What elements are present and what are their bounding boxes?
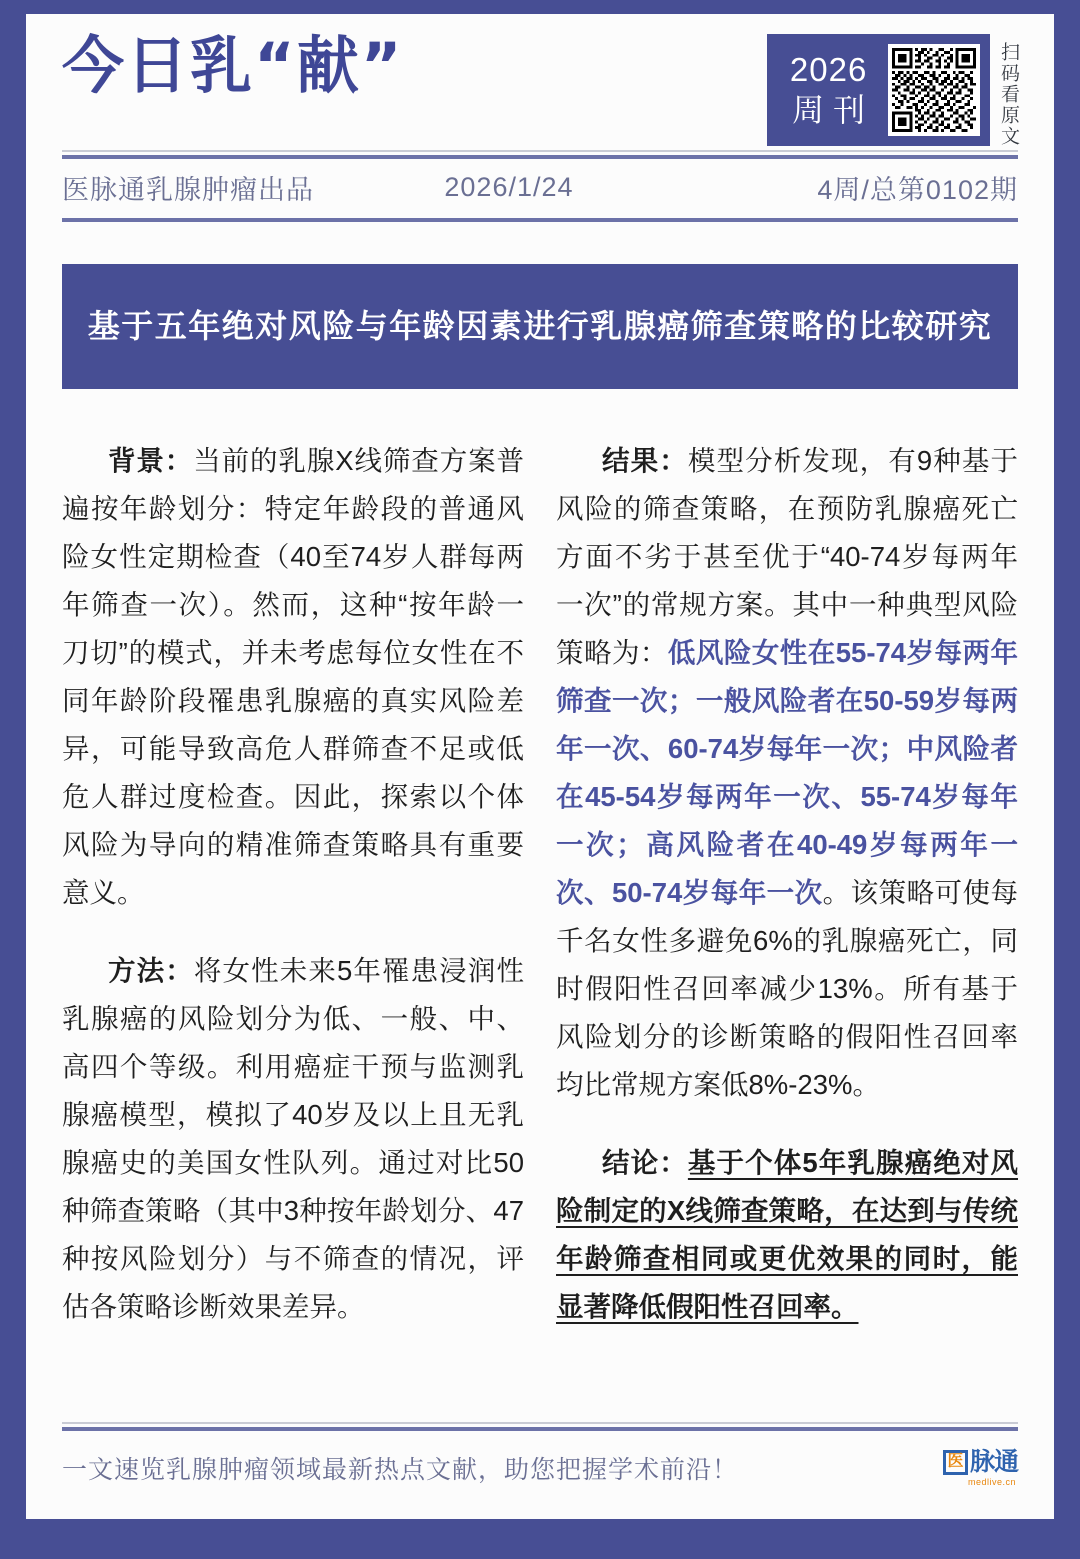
footer-tagline: 一文速览乳腺肿瘤领域最新热点文献，助您把握学术前沿！ — [62, 1456, 739, 1484]
meta-row — [62, 159, 1018, 215]
footer-row — [62, 1437, 1018, 1499]
footer-rule-bold — [62, 1427, 1018, 1431]
column-right — [556, 437, 1018, 1404]
methods-text: 将女性未来5年罹患浸润性乳腺癌的风险划分为低、一般、中、高四个等级。利用癌症干预与监测乳腺癌模型，模拟了40岁及以上且无乳腺癌史的美国女性队列。通过对比50种筛查策略（其中3种按年龄划分、47种按风险划分）与不筛查的情况，评估各策略诊断效果差异。 — [62, 955, 525, 1322]
conclusion-lead: 结论： — [602, 1147, 688, 1178]
medlive-wordmark: 脉通 — [969, 1447, 1018, 1476]
page-title: 基于五年绝对风险与年龄因素进行乳腺癌筛查策略的比较研究 — [87, 307, 993, 344]
meta-rule-bold — [62, 218, 1018, 222]
medlive-logo-main — [943, 1447, 1018, 1476]
background-text: 当前的乳腺X线筛查方案普遍按年龄划分：特定年龄段的普通风险女性定期检查（40至74岁人群每两年筛查一次）。然而，这种“按年龄一刀切”的模式，并未考虑每位女性在不同年龄阶段罹患乳腺癌的真实风险差异，可能导致高危人群筛查不足或低危人群过度检查。因此，探索以个体风险为导向的精准筛查策略具有重要意义。 — [62, 445, 525, 908]
qr-code-icon[interactable] — [888, 44, 980, 136]
results-text-before: 模型分析发现，有9种基于风险的筛查策略，在预防乳腺癌死亡方面不劣于甚至优于“40-74岁每两年一次”的常规方案。其中一种典型风险策略为： — [556, 445, 1019, 668]
masthead — [62, 14, 1018, 150]
badge-year-block — [777, 49, 884, 132]
masthead-rule-thin — [62, 150, 1018, 152]
results-highlight: 低风险女性在55-74岁每两年筛查一次；一般风险者在50-59岁每两年一次、60-74岁每年一次；中风险者在45-54岁每两年一次、55-74岁每年一次；高风险者在40-49岁每两年一次、50-74岁每年一次 — [556, 637, 1018, 908]
weekly-badge-group — [767, 34, 1018, 152]
footer-rules — [62, 1422, 1018, 1431]
scan-hint-label: 扫码看原文 — [998, 41, 1019, 147]
article-columns — [62, 437, 1018, 1404]
section-results — [556, 437, 1018, 1109]
footer-rule-thin — [62, 1422, 1018, 1424]
section-conclusion — [556, 1139, 1018, 1331]
methods-lead: 方法： — [108, 955, 194, 986]
background-lead: 背景： — [108, 445, 194, 476]
medlive-logo — [943, 1447, 1018, 1487]
medlive-domain: medlive.cn — [967, 1476, 1016, 1487]
issue-number: 4周/总第0102期 — [817, 174, 1018, 205]
conclusion-text: 基于个体5年乳腺癌绝对风险制定的X线筛查策略，在达到与传统年龄筛查相同或更优效果的同时，能显著降低假阳性召回率。 — [556, 1147, 1019, 1322]
medlive-mark-icon: 医 — [943, 1450, 968, 1475]
badge-year: 2026 — [789, 50, 868, 88]
page-sheet — [26, 14, 1054, 1519]
section-methods — [62, 947, 524, 1331]
publisher-label: 医脉通乳腺肿瘤出品 — [62, 174, 314, 205]
results-text-after: 。该策略可使每千名女性多避免6%的乳腺癌死亡，同时假阳性召回率减少13%。所有基于风险划分的诊断策略的假阳性召回率均比常规方案低8%-23%。 — [556, 877, 1018, 1100]
issue-date: 2026/1/24 — [444, 171, 574, 202]
article-title-banner — [62, 264, 1018, 389]
results-lead: 结果： — [602, 445, 688, 476]
column-left — [62, 437, 524, 1404]
brand-logo: 今日乳“献” — [62, 29, 404, 102]
weekly-badge — [767, 34, 990, 146]
footer — [62, 1404, 1018, 1519]
badge-weekly-label: 周刊 — [792, 91, 875, 128]
section-background — [62, 437, 524, 917]
